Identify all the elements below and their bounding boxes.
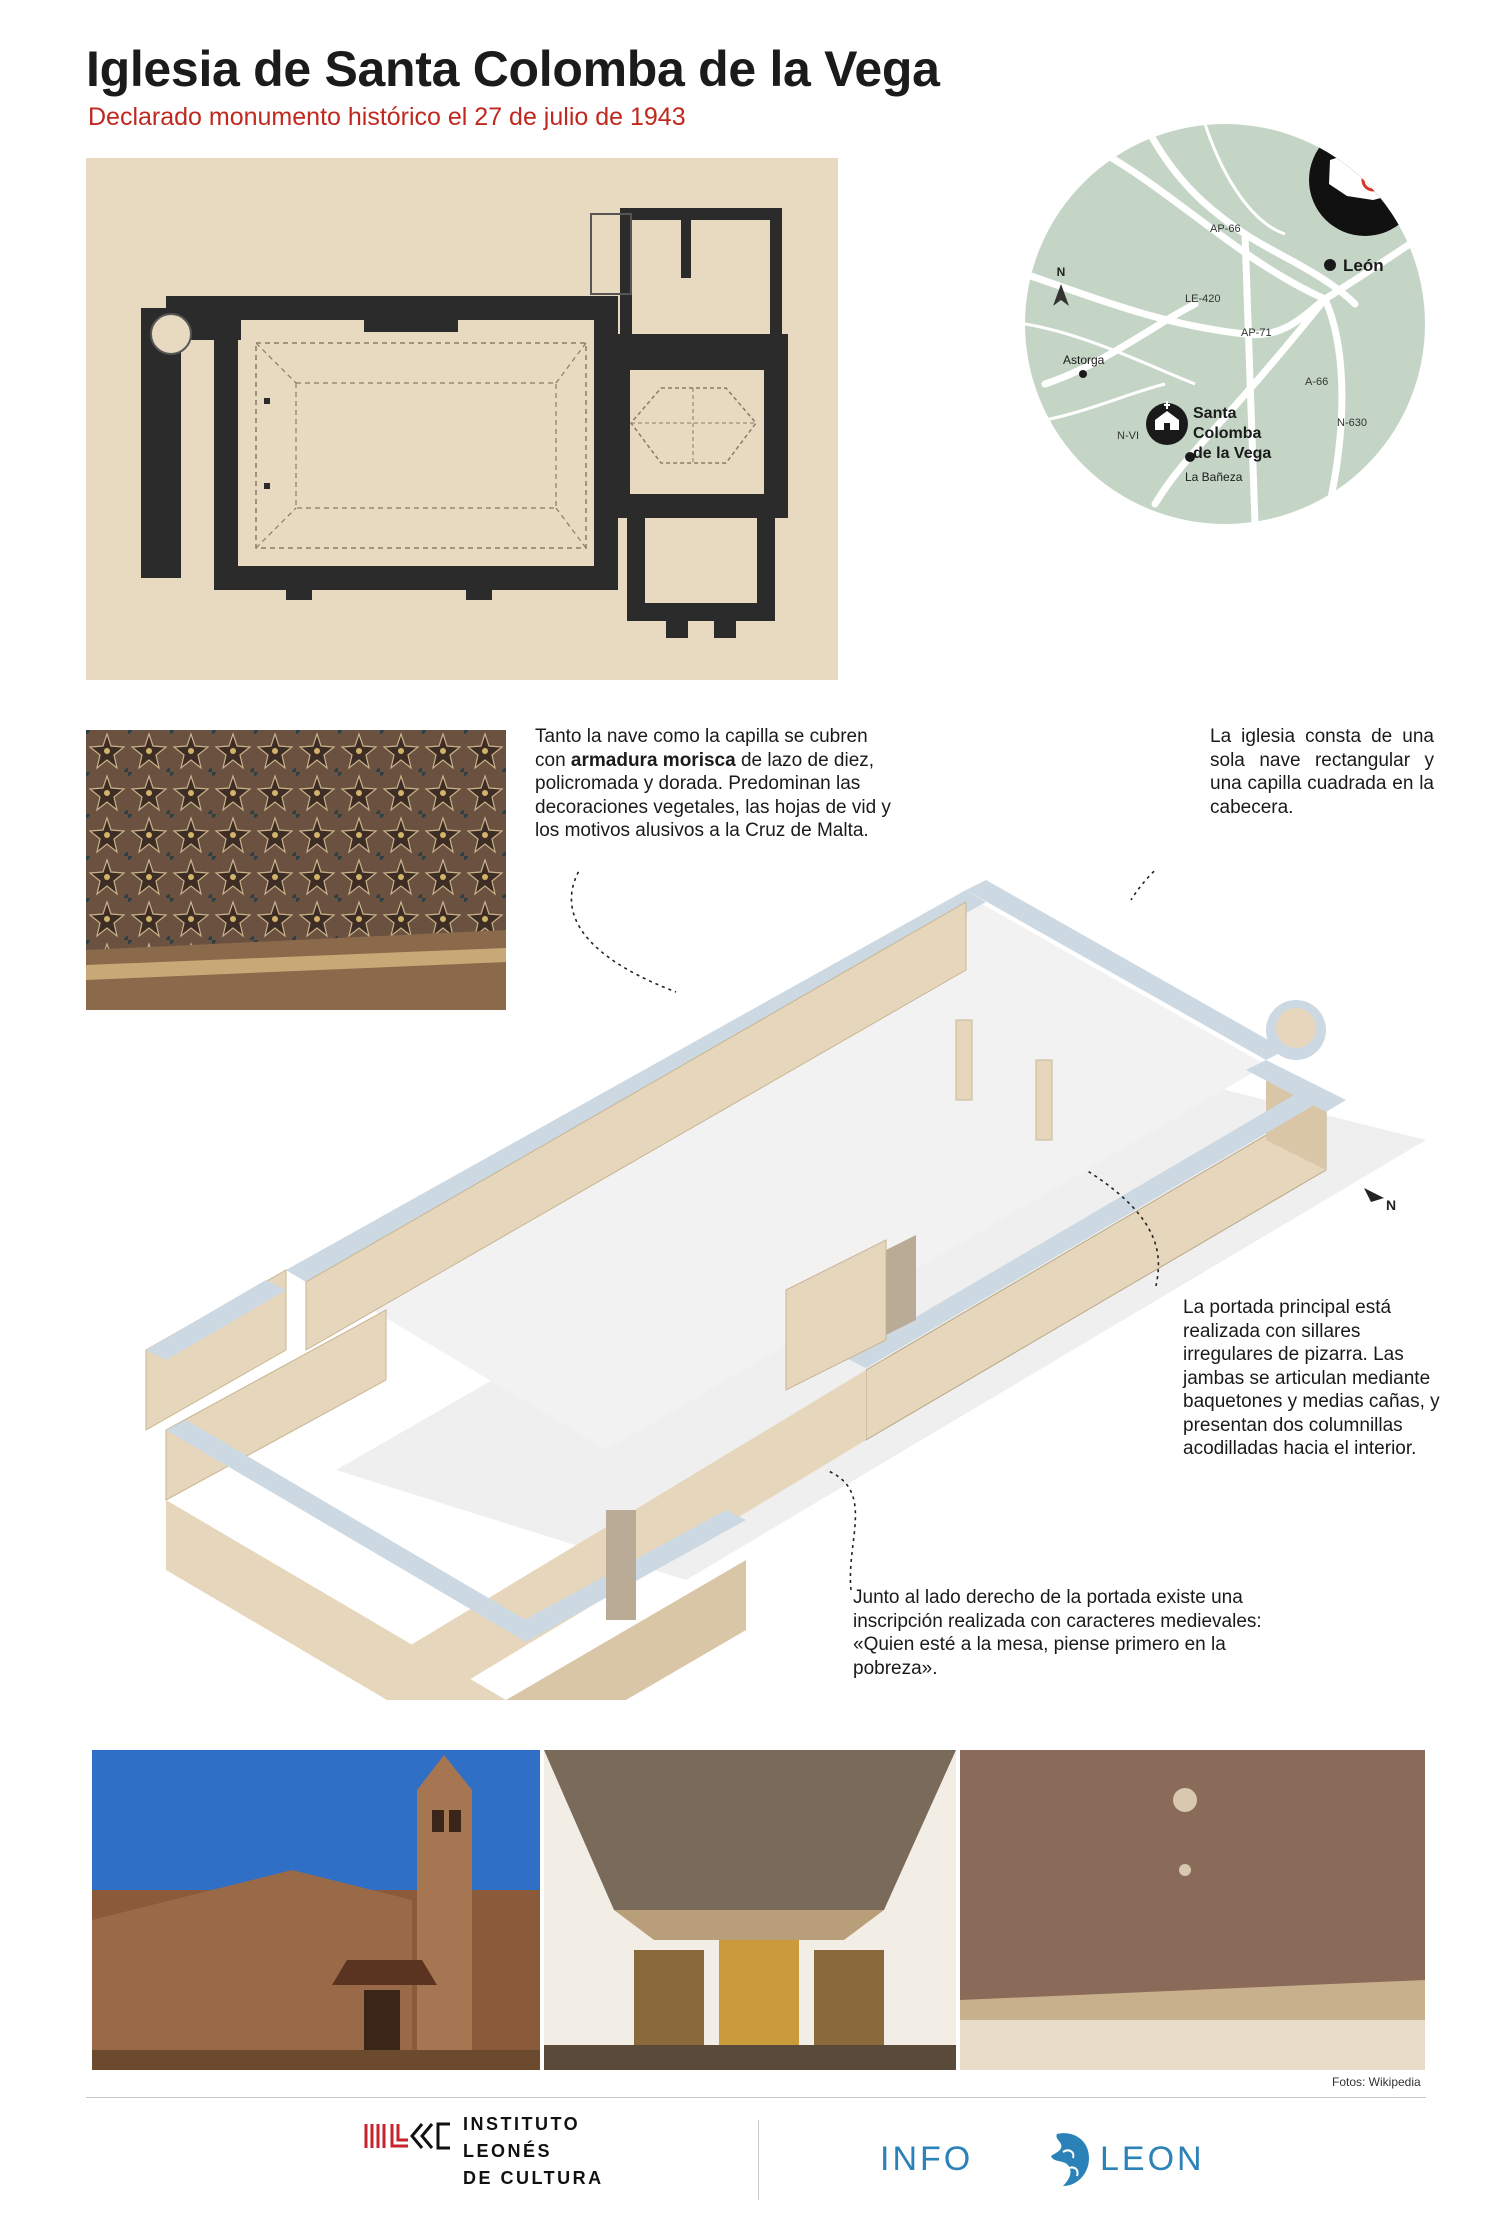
note-layout: La iglesia consta de una sola nave rectangular y una capilla cuadrada en la cabecera. — [1210, 726, 1434, 818]
footer-vertical-divider — [758, 2120, 759, 2200]
page-title: Iglesia de Santa Colomba de la Vega — [86, 41, 940, 97]
photo-interior-ceiling — [960, 1750, 1425, 2070]
leader-line — [571, 870, 676, 992]
photo-exterior — [92, 1750, 540, 2070]
note-ceiling-pre: Tanto la nave como la capilla se cubren con — [535, 726, 868, 771]
road-label: N-630 — [1337, 417, 1367, 429]
road-label: AP-66 — [1210, 223, 1241, 235]
map-north-label: N — [1056, 265, 1066, 279]
infoleon-logo-left: INFO — [880, 2140, 974, 2178]
ilc-name-line2: LEONÉS — [463, 2141, 553, 2161]
floor-plan — [86, 158, 838, 680]
map-city-leon: León — [1343, 256, 1384, 275]
infoleon-logo-right: LEON — [1100, 2140, 1205, 2178]
map-city-astorga: Astorga — [1063, 353, 1105, 367]
ilc-name-line1: INSTITUTO — [463, 2114, 581, 2134]
photo-interior-altar — [544, 1750, 956, 2070]
lion-icon — [1043, 2130, 1097, 2195]
map-santa-colomba-1: Santa — [1193, 405, 1237, 422]
footer-divider-line — [86, 2097, 1426, 2098]
note-inscription: Junto al lado derecho de la portada existe una inscripción realizada con caracteres medievales: «Quien esté a la mesa, piense primero en la pobreza». — [853, 1587, 1262, 1679]
location-map — [1025, 124, 1425, 524]
ilc-name-line3: DE CULTURA — [463, 2168, 604, 2188]
diagram-north-label: N — [1386, 1197, 1397, 1213]
note-portal: La portada principal está realizada con sillares irregulares de pizarra. Las jambas se articulan mediante baquetones y medias cañas, y presentan dos columnillas acodilladas hacia el interior. — [1183, 1297, 1440, 1459]
map-santa-colomba-2: Colomba — [1193, 425, 1262, 442]
road-label: A-66 — [1305, 376, 1329, 388]
road-label: AP-71 — [1241, 327, 1272, 339]
note-ceiling-post: de lazo de diez, policromada y dorada. Predominan las decoraciones vegetales, las hojas de vid y los motivos alusivos a la Cruz de Malta. — [535, 749, 891, 841]
floor-plan-drawing — [86, 158, 838, 680]
road-label: LE-420 — [1185, 293, 1221, 305]
map-city-la-baneza: La Bañeza — [1185, 470, 1243, 484]
photo-credit: Fotos: Wikipedia — [1332, 2075, 1421, 2089]
page-subtitle: Declarado monumento histórico el 27 de julio de 1943 — [88, 103, 686, 131]
road-label: N-VI — [1117, 430, 1139, 442]
leader-line — [1131, 870, 1241, 900]
isometric-church-diagram — [86, 870, 1446, 1700]
note-ceiling — [535, 725, 895, 843]
north-arrow-icon — [1364, 1188, 1384, 1202]
note-ceiling-bold: armadura morisca — [570, 749, 736, 771]
ilc-logo-icon — [364, 2122, 454, 2155]
map-santa-colomba-3: de la Vega — [1193, 445, 1272, 462]
